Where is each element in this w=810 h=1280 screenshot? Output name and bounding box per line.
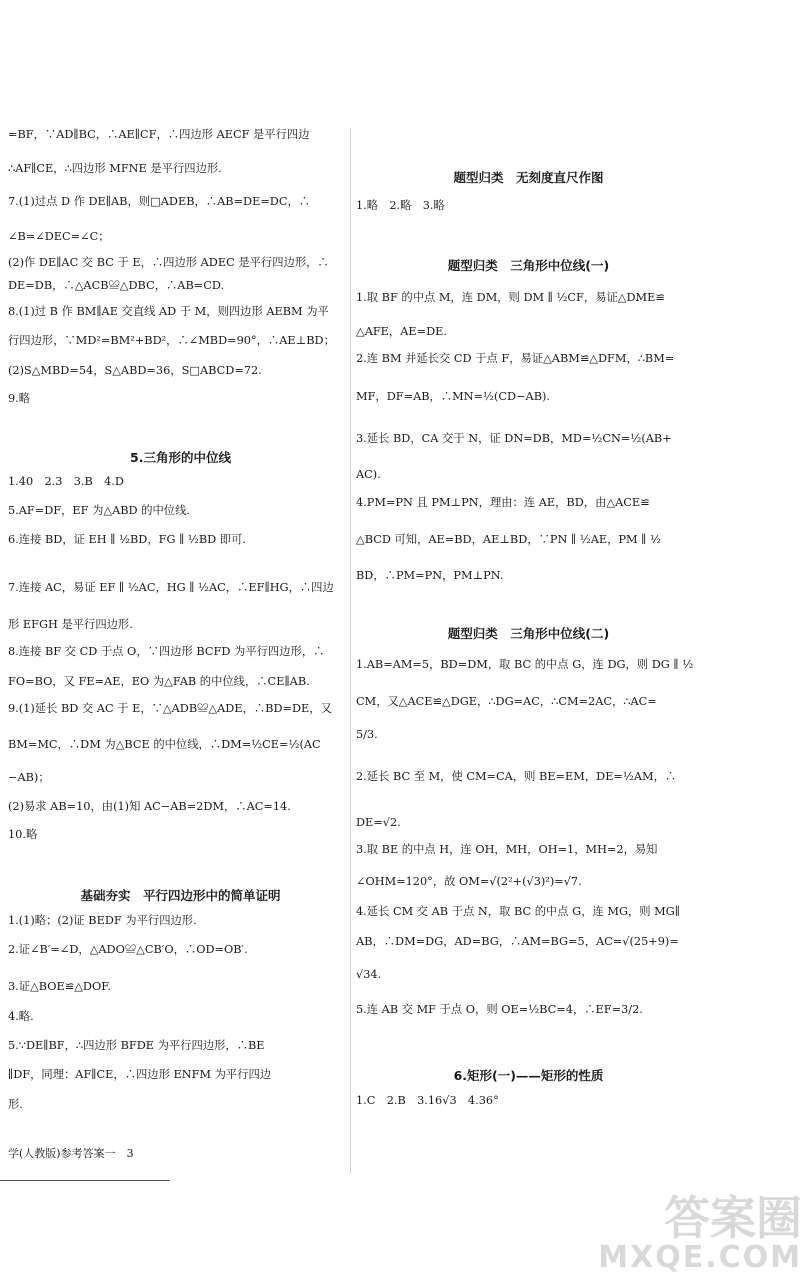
answer-line: 2.连 BM 并延长交 CD 于点 F，易证△ABM≌△DFM，∴BM=	[356, 352, 675, 365]
answer-line: (2)作 DE∥AC 交 BC 于 E，∴四边形 ADEC 是平行四边形，∴	[8, 256, 329, 269]
section-heading: 题型归类 三角形中位线(一)	[447, 258, 610, 273]
answer-line: AB，∴DM=DG，AD=BG，∴AM=BG=5，AC=√(25+9)=	[356, 935, 679, 948]
answer-line: 5.∵DE∥BF，∴四边形 BFDE 为平行四边形，∴BE	[8, 1039, 265, 1052]
answer-line: ∴AF∥CE，∴四边形 MFNE 是平行四边形.	[8, 162, 222, 175]
answer-line: ∥DF，同理：AF∥CE，∴四边形 ENFM 为平行四边	[8, 1068, 272, 1081]
answer-line: 7.(1)过点 D 作 DE∥AB，则□ADEB，∴AB=DE=DC，∴	[8, 195, 311, 208]
answer-line: 4.延长 CM 交 AB 于点 N，取 BC 的中点 G，连 MG，则 MG∥	[356, 905, 680, 918]
answer-line: 5.连 AB 交 MF 于点 O，则 OE=½BC=4，∴EF=3/2.	[356, 1003, 643, 1016]
answer-line: BD，∴PM=PN，PM⊥PN.	[356, 569, 504, 582]
answer-line: =BF，∵AD∥BC，∴AE∥CF，∴四边形 AECF 是平行四边	[8, 128, 310, 141]
answer-line: CM，又△ACE≌△DGE，∴DG=AC，∴CM=2AC，∴AC=	[356, 695, 657, 708]
watermark-logo: 答案圈	[664, 1191, 802, 1245]
answer-line: 行四边形，∵MD²=BM²+BD²，∴∠MBD=90°，∴AE⊥BD；	[8, 334, 335, 347]
answer-line: BM=MC，∴DM 为△BCE 的中位线，∴DM=½CE=½(AC	[8, 738, 321, 751]
answer-line: MF，DF=AB，∴MN=½(CD−AB).	[356, 390, 551, 403]
answer-line: 2.延长 BC 至 M，使 CM=CA，则 BE=EM，DE=½AM，∴	[356, 770, 677, 783]
answer-line: 形.	[8, 1098, 23, 1111]
answer-line: 9.略	[8, 392, 31, 405]
answer-line: 7.连接 AC，易证 EF ∥ ½AC，HG ∥ ½AC，∴EF∥HG，∴四边	[8, 581, 334, 594]
section-heading: 题型归类 三角形中位线(二)	[447, 626, 610, 641]
answer-line: (2)易求 AB=10，由(1)知 AC−AB=2DM，∴AC=14.	[8, 800, 291, 813]
answer-line: 6.连接 BD，证 EH ∥ ½BD，FG ∥ ½BD 即可.	[8, 533, 246, 546]
answer-line: 8.连接 BF 交 CD 于点 O，∵四边形 BCFD 为平行四边形，∴	[8, 645, 325, 658]
answer-line: (2)S△MBD=54，S△ABD=36，S□ABCD=72.	[8, 364, 262, 377]
answer-line: −AB)；	[8, 771, 50, 784]
watermark	[598, 1191, 802, 1275]
answer-line: 9.(1)延长 BD 交 AC 于 E，∵△ADB≌△ADE，∴BD=DE，又	[8, 702, 332, 715]
answer-line: 4.PM=PN 且 PM⊥PN，理由：连 AE，BD，由△ACE≌	[356, 496, 650, 509]
footer-rule	[0, 1180, 170, 1181]
answer-line: 3.取 BE 的中点 H，连 OH，MH，OH=1，MH=2，易知	[356, 843, 658, 856]
section-heading: 5.三角形的中位线	[130, 450, 231, 465]
answer-line: 10.略	[8, 828, 38, 841]
answer-line: 3.证△BOE≌△DOF.	[8, 980, 111, 993]
answer-line: 8.(1)过 B 作 BM∥AE 交直线 AD 于 M，则四边形 AEBM 为平	[8, 305, 329, 318]
page-footer: 学(人教版)参考答案一 3	[8, 1147, 134, 1160]
answer-line: √34.	[356, 968, 382, 981]
section-heading: 6.矩形(一)——矩形的性质	[453, 1068, 604, 1083]
answer-line: 5/3.	[356, 728, 378, 741]
answer-line: FO=BO，又 FE=AE，EO 为△FAB 的中位线，∴CE∥AB.	[8, 675, 310, 688]
section-heading: 基础夯实 平行四边形中的简单证明	[80, 888, 281, 903]
answer-line: 5.AF=DF，EF 为△ABD 的中位线.	[8, 504, 190, 517]
answer-line: AC).	[356, 468, 381, 481]
answer-line: 1.AB=AM=5，BD=DM，取 BC 的中点 G，连 DG，则 DG ∥ ½	[356, 658, 694, 671]
answer-line: 1.C 2.B 3.16√3 4.36°	[356, 1094, 499, 1107]
answer-line: 3.延长 BD，CA 交于 N，证 DN=DB，MD=½CN=½(AB+	[356, 432, 672, 445]
answer-line: 1.(1)略；(2)证 BEDF 为平行四边形.	[8, 914, 197, 927]
watermark-domain: MXQE.COM	[598, 1240, 802, 1275]
answer-line: △AFE，AE=DE.	[356, 325, 447, 338]
answer-line: △BCD 可知，AE=BD，AE⊥BD，∵PN ∥ ½AE，PM ∥ ½	[356, 533, 661, 546]
answer-line: ∠B=∠DEC=∠C；	[8, 230, 110, 243]
answer-line: 1.取 BF 的中点 M，连 DM，则 DM ∥ ½CF，易证△DME≌	[356, 291, 665, 304]
answer-line: ∠OHM=120°，故 OM=√(2²+(√3)²)=√7.	[356, 875, 582, 888]
answer-line: 形 EFGH 是平行四边形.	[8, 618, 133, 631]
answer-line: DE=√2.	[356, 816, 401, 829]
section-heading: 题型归类 无刻度直尺作图	[453, 170, 604, 185]
answer-line: 4.略.	[8, 1010, 34, 1023]
answer-line: DE=DB，∴△ACB≌△DBC，∴AB=CD.	[8, 279, 225, 292]
answer-line: 1.40 2.3 3.B 4.D	[8, 475, 124, 488]
answer-line: 1.略 2.略 3.略	[356, 199, 445, 212]
answer-line: 2.证∠B′=∠D，△ADO≌△CB′O，∴OD=OB′.	[8, 943, 248, 956]
